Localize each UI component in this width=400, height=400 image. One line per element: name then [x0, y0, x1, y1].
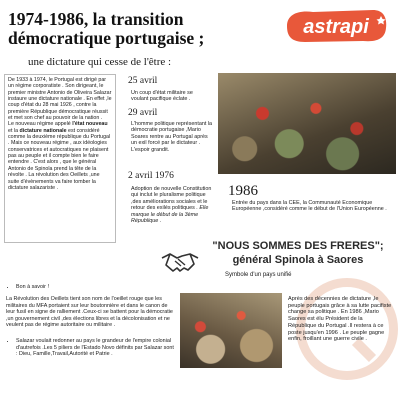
timeline-text-3	[131, 186, 215, 224]
year-1986-text: Entrée du pays dans la CEE, la Communauté Economique Européenne ,considéré comme le début de l'Union Européenne .	[232, 200, 387, 213]
page-title: 1974-1986, la transition démocratique portugaise ;	[8, 9, 205, 48]
intro-paragraph-1: De 1933 à 1974, le Portugal est dirigé par un régime corporatiste . Son dirigeant, le premier ministre Antonio de Oliveira Salazar instaure une dictature nationale . En effet ,le coup d'état du 28 mai 1926 , contre la première République démocratique réussit et met son chef au pouvoir de la nation .	[8, 77, 112, 122]
crowd-photo	[180, 293, 282, 368]
timeline-date-2: 29 avril	[128, 108, 158, 118]
intro-p2-bold-1: l'état nouveau	[72, 121, 108, 128]
handshake-icon	[160, 248, 200, 276]
intro-p2-a: Le nouveau régime appelé	[8, 121, 73, 128]
bullet-1-text: La Révolution des Oeillets tient son nom de l'oeillet rouge que les militaires du MFA portaient sur leur boutonnière et dans le canon de leur fusil en signe de ralliement .Ceux-ci se battent pour la démocratie ,un gouvernement civil ,des élections libres et la décolonisation et ne veulent pas de régime autoritaire ou militaire .	[6, 296, 173, 329]
astrapi-logo	[283, 8, 389, 44]
bullets-block	[6, 284, 174, 358]
quote-line-2: général Spinola à Saores	[232, 254, 364, 266]
intro-p2-bold-2: dictature nationale	[19, 127, 67, 134]
bullet-2-text: • Salazar voulait redonner au pays le grandeur de l'empire colonial d'autrefois .Les 5 piliers de l'Estado Novo définits par Salazar sont : Dieu, Famille,Travail,Autorité et Patrie .	[16, 338, 174, 357]
logo-text: astrapi	[303, 16, 369, 38]
intro-p2-c: et la	[8, 127, 20, 134]
bullet-1-title: • Bon à savoir !	[16, 284, 174, 290]
timeline-text-2: L'homme politique représentant la démocratie portugaise ,Mario Soares rentre au Portugal après un exil forcé par le dictateur . L'espoir grandit.	[131, 121, 213, 153]
timeline-date-1: 25 avril	[128, 76, 158, 86]
timeline-date-3: 2 avril 1976	[128, 171, 174, 181]
intro-box	[4, 74, 116, 243]
carnation-revolution-photo	[218, 73, 396, 174]
intro-p2-e: est considéré comme la deuxième république du Portugal . Mais ce nouveau régime , aux idéologies conservatrices et autocratiques ne plaisent pas au peuple et il compte bien le faire entendre . C'est alors , que le général Antonio de Spinola prend la tête de la révolte . La révolution des Oeillets ,une suite d'évènements va faire tomber la dictature salazariste .	[8, 127, 111, 191]
subtitle: une dictature qui cesse de l'être :	[28, 56, 172, 68]
closing-paragraph: Après des décennies de dictature ,le peuple portugais grâce à sa lutte pacifiste change sa politique . En 1986 ,Mario Saores est élu Président de la République du Portugal .Il restera à ce poste jusqu'en 1996 . Le peuple gagne enfin, froillant une guerre civile .	[288, 296, 392, 343]
year-1986-date: 1986	[228, 183, 258, 199]
quote-line-1: "NOUS SOMMES DES FRERES";	[212, 240, 384, 252]
timeline-text-3-main: Adoption de nouvelle Constitution qui inclut le pluralisme politique ,des améliorations sociales et le retour des exilés politiques	[131, 186, 212, 212]
timeline-text-1: Un coup d'état militaire se voulant pacifique éclate .	[131, 90, 193, 103]
quote-caption: Symbole d'un pays unifié	[225, 272, 292, 278]
timeline-text-3-italic: . Elle marque le début de la 3ème République .	[131, 205, 209, 225]
